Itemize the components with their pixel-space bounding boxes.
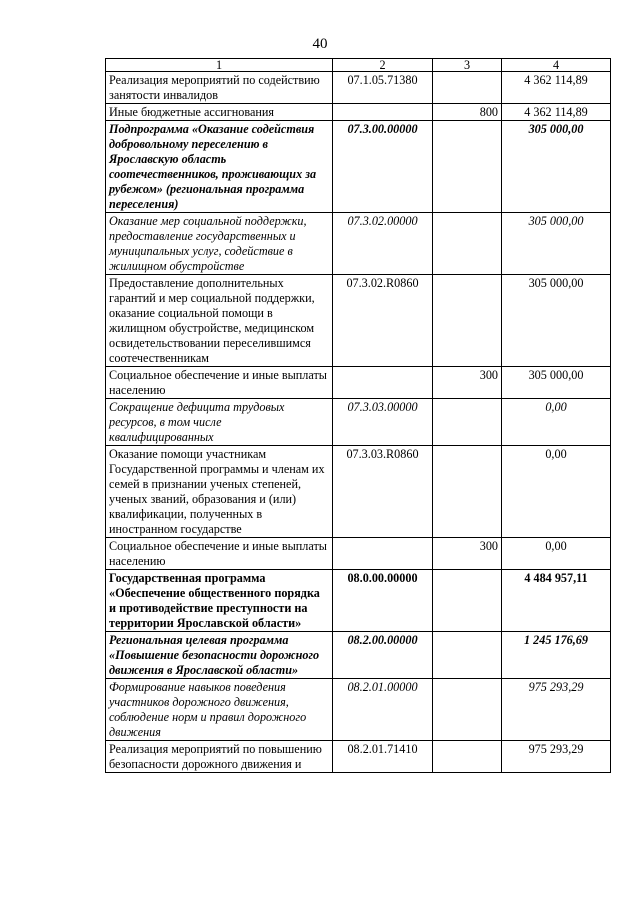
page-number: 40 <box>312 36 328 52</box>
table-row <box>106 367 611 399</box>
table-body <box>106 72 611 773</box>
row-expense-type: 300 <box>433 367 502 399</box>
row-target-code <box>333 367 433 399</box>
row-target-code: 07.3.02.R0860 <box>333 275 433 367</box>
row-expense-type <box>433 72 502 104</box>
table-row <box>106 72 611 104</box>
row-amount: 305 000,00 <box>502 367 611 399</box>
row-name: Оказание помощи участникам Государственной программы и членам их семей в признании ученых степеней, ученых званий, образования и (или) квалификации, полученных в иностранном государстве <box>106 446 333 538</box>
row-name: Региональная целевая программа «Повышение безопасности дорожного движения в Ярославской области» <box>106 632 333 679</box>
row-name: Предоставление дополнительных гарантий и мер социальной поддержки, оказание социальной помощи в жилищном обустройстве, медицинском освидетельствовании переселившимся соотечественникам <box>106 275 333 367</box>
row-target-code <box>333 104 433 121</box>
row-expense-type: 300 <box>433 538 502 570</box>
row-expense-type: 800 <box>433 104 502 121</box>
table-row <box>106 570 611 632</box>
row-target-code: 07.1.05.71380 <box>333 72 433 104</box>
row-amount: 305 000,00 <box>502 213 611 275</box>
column-header-2: 2 <box>333 59 433 72</box>
row-amount: 305 000,00 <box>502 275 611 367</box>
row-expense-type <box>433 446 502 538</box>
row-amount: 0,00 <box>502 399 611 446</box>
row-expense-type <box>433 275 502 367</box>
row-expense-type <box>433 741 502 773</box>
row-amount: 305 000,00 <box>502 121 611 213</box>
row-name: Социальное обеспечение и иные выплаты населению <box>106 538 333 570</box>
row-name: Социальное обеспечение и иные выплаты населению <box>106 367 333 399</box>
row-name: Формирование навыков поведения участников дорожного движения, соблюдение норм и правил дорожного движения <box>106 679 333 741</box>
column-header-3: 3 <box>433 59 502 72</box>
table-row <box>106 679 611 741</box>
row-name: Иные бюджетные ассигнования <box>106 104 333 121</box>
table-row <box>106 213 611 275</box>
row-target-code: 07.3.00.00000 <box>333 121 433 213</box>
row-target-code: 08.2.00.00000 <box>333 632 433 679</box>
table-row <box>106 632 611 679</box>
row-amount: 975 293,29 <box>502 741 611 773</box>
row-expense-type <box>433 632 502 679</box>
row-amount: 4 484 957,11 <box>502 570 611 632</box>
row-name: Государственная программа «Обеспечение общественного порядка и противодействие преступности на территории Ярославской области» <box>106 570 333 632</box>
row-name: Оказание мер социальной поддержки, предоставление государственных и муниципальных услуг, содействие в жилищном обустройстве <box>106 213 333 275</box>
column-header-1: 1 <box>106 59 333 72</box>
row-amount: 0,00 <box>502 538 611 570</box>
row-expense-type <box>433 121 502 213</box>
row-target-code: 07.3.03.R0860 <box>333 446 433 538</box>
row-target-code: 07.3.02.00000 <box>333 213 433 275</box>
table-header-row <box>106 59 611 72</box>
table-row <box>106 121 611 213</box>
row-expense-type <box>433 213 502 275</box>
table-row <box>106 741 611 773</box>
row-name: Реализация мероприятий по содействию занятости инвалидов <box>106 72 333 104</box>
row-name: Подпрограмма «Оказание содействия добровольному переселению в Ярославскую область соотечественников, проживающих за рубежом» (региональная программа переселения) <box>106 121 333 213</box>
table-row <box>106 538 611 570</box>
row-target-code: 08.2.01.00000 <box>333 679 433 741</box>
row-name: Сокращение дефицита трудовых ресурсов, в том числе квалифицированных <box>106 399 333 446</box>
budget-table <box>105 58 611 773</box>
row-amount: 975 293,29 <box>502 679 611 741</box>
row-amount: 4 362 114,89 <box>502 72 611 104</box>
row-expense-type <box>433 570 502 632</box>
row-target-code: 08.0.00.00000 <box>333 570 433 632</box>
row-name: Реализация мероприятий по повышению безопасности дорожного движения и <box>106 741 333 773</box>
column-header-4: 4 <box>502 59 611 72</box>
row-amount: 0,00 <box>502 446 611 538</box>
table-row <box>106 399 611 446</box>
row-expense-type <box>433 399 502 446</box>
table-row <box>106 104 611 121</box>
table-row <box>106 275 611 367</box>
row-expense-type <box>433 679 502 741</box>
row-amount: 4 362 114,89 <box>502 104 611 121</box>
row-target-code <box>333 538 433 570</box>
table-row <box>106 446 611 538</box>
row-target-code: 08.2.01.71410 <box>333 741 433 773</box>
row-amount: 1 245 176,69 <box>502 632 611 679</box>
row-target-code: 07.3.03.00000 <box>333 399 433 446</box>
